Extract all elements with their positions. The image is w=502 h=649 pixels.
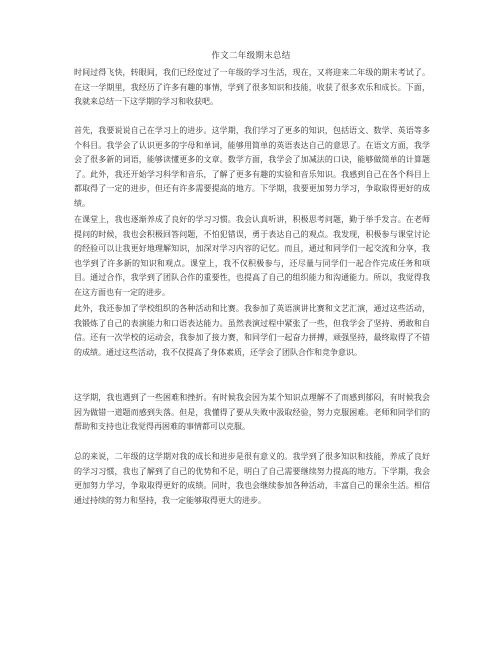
paragraph-conclusion: 总的来说，二年级的这学期对我的成长和进步是很有意义的。我学到了很多知识和技能，养成了良好的学习习惯，我也了解到了自己的优势和不足，明白了自己需要继续努力提高的地方。下学期，我会更加努力学习，争取取得更好的成绩。同时，我也会继续参加各种活动，丰富自己的课余生活。相信通过持续的努力和坚持，我一定能够取得更大的进步。 bbox=[74, 452, 430, 505]
document-title: 作文二年级期末总结 bbox=[211, 51, 291, 61]
paragraph-activities: 此外，我还参加了学校组织的各种活动和比赛。我参加了英语演讲比赛和文艺汇演，通过这些活动，我锻炼了自己的表演能力和口语表达能力。虽然表演过程中紧张了一些，但我学会了坚持、勇敢和自信。还有一次学校的运动会，我参加了接力赛，和同学们一起奋力拼搏，顽强坚持，最终取得了不错的成绩。通过这些活动，我不仅提高了身体素质，还学会了团队合作和竞争意识。 bbox=[74, 304, 430, 357]
paragraph-classroom-habits: 在课堂上，我也逐渐养成了良好的学习习惯。我会认真听讲，积极思考问题，勤于举手发言。在老师提问的时候，我也会积极回答问题，不怕犯错误，勇于表达自己的观点。我发现，积极参与课堂讨论的经验可以让我更好地理解知识，加深对学习内容的记忆。而且，通过和同学们一起交流和分享，我也学到了许多新的知识和观点。课堂上，我不仅积极参与，还尽量与同学们一起合作完成任务和项目。通过合作，我学到了团队合作的重要性，也提高了自己的组织能力和沟通能力。所以，我觉得我在这方面也有一定的进步。 bbox=[74, 215, 430, 297]
paragraph-difficulties: 这学期，我也遇到了一些困难和挫折。有时候我会因为某个知识点理解不了而感到郁闷，有时候我会因为做错一道题而感到失落。但是，我懂得了要从失败中汲取经验，努力克服困难。老师和同学们的帮助和支持也让我觉得再困难的事情都可以克服。 bbox=[74, 393, 430, 432]
paragraph-study-progress: 首先，我要说说自己在学习上的进步。这学期，我们学习了更多的知识，包括语文、数学、英语等多个科目。我学会了认识更多的字母和单词，能够用简单的英语表达自己的意思了。在语文方面，我学会了很多新的词语，能够读懂更多的文章。数学方面，我学会了加减法的口诀，能够做简单的计算题了。此外，我还开始学习科学和音乐，了解了更多有趣的实验和音乐知识。我感到自己在各个科目上都取得了一定的进步，但还有许多需要提高的地方。下学期，我要更加努力学习，争取取得更好的成绩。 bbox=[74, 126, 430, 208]
paragraph-intro: 时间过得飞快，转眼间，我们已经度过了一年级的学习生活，现在，又将迎来二年级的期末考试了。在这一学期里，我经历了许多有趣的事情，学到了很多知识和技能，收获了很多欢乐和成长。下面，我就来总结一下这学期的学习和收获吧。 bbox=[74, 68, 430, 107]
